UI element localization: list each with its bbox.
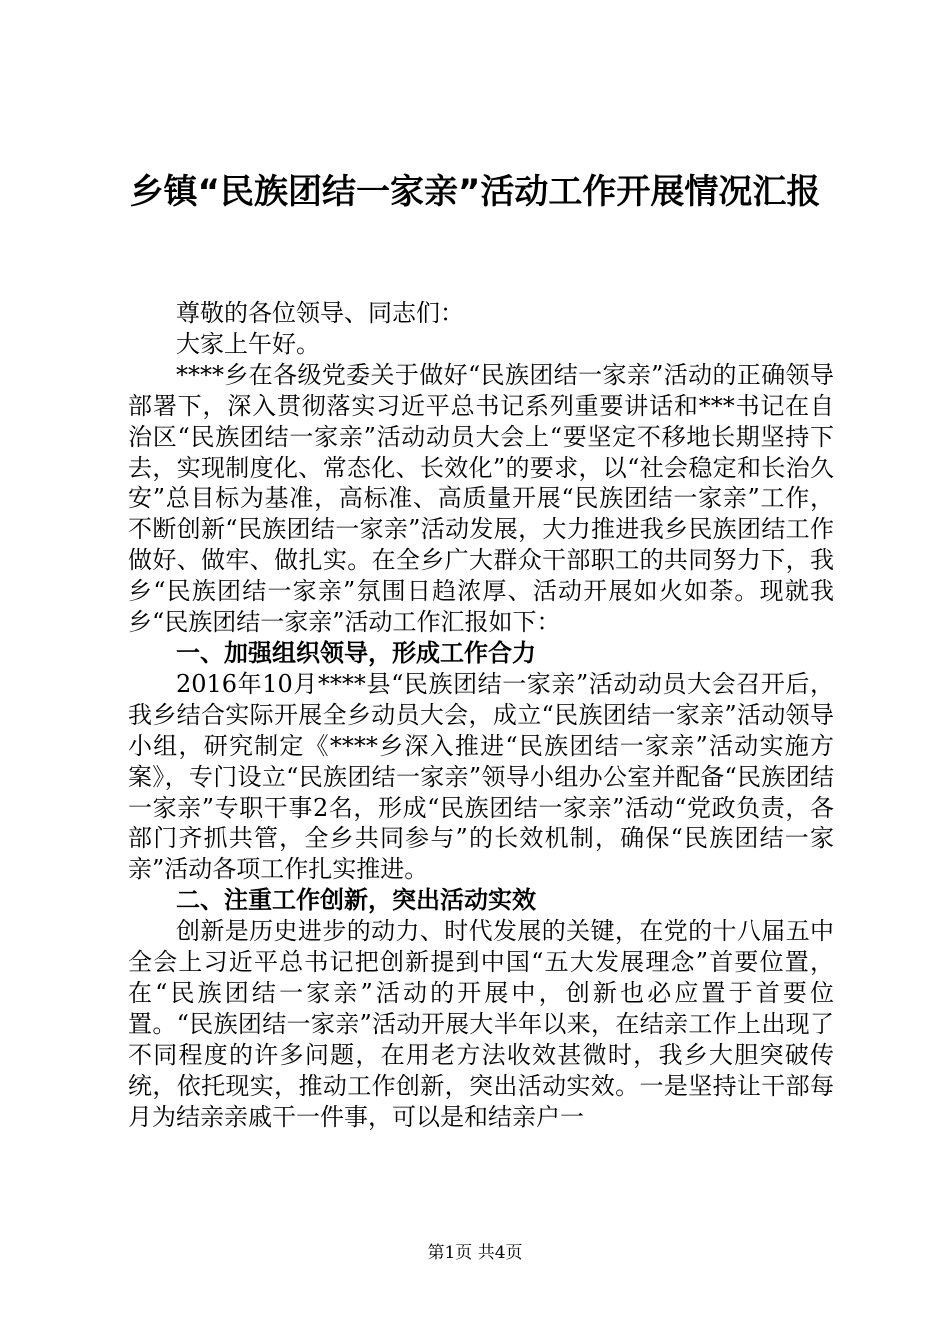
section-1-paragraph: 2016年10月****县“民族团结一家亲”活动动员大会召开后，我乡结合实际开展全乡动员大会，成立“民族团结一家亲”活动领导小组，研究制定《****乡深入推进“民族团结一家亲”活动实施方案》，专门设立“民族团结一家亲”领导小组办公室并配备“民族团结一家亲”专职干事2名，形成“民族团结一家亲”活动“党政负责，各部门齐抓共管，全乡共同参与”的长效机制，确保“民族团结一家亲”活动各项工作扎实推进。 [128, 669, 834, 884]
document-title: 乡镇“民族团结一家亲”活动工作开展情况汇报 [129, 172, 821, 212]
intro-paragraph: ****乡在各级党委关于做好“民族团结一家亲”活动的正确领导部署下，深入贯彻落实习近平总书记系列重要讲话和***书记在自治区“民族团结一家亲”活动动员大会上“要坚定不移地长期坚持下去，实现制度化、常态化、长效化”的要求，以“社会稳定和长治久安”总目标为基准，高标准、高质量开展“民族团结一家亲”工作，不断创新“民族团结一家亲”活动发展，大力推进我乡民族团结工作做好、做牢、做扎实。在全乡广大群众干部职工的共同努力下，我乡“民族团结一家亲”氛围日趋浓厚、活动开展如火如荼。现就我乡“民族团结一家亲”活动工作汇报如下： [128, 360, 834, 637]
section-1-heading: 一、加强组织领导，形成工作合力 [176, 638, 536, 667]
section-2-heading: 二、注重工作创新，突出活动实效 [176, 886, 536, 915]
page-footer: 第1页 共4页 [427, 1243, 523, 1263]
greeting: 大家上午好。 [176, 329, 320, 358]
document-body [128, 298, 834, 1132]
section-2-paragraph: 创新是历史进步的动力、时代发展的关键，在党的十八届五中全会上习近平总书记把创新提到中国“五大发展理念”首要位置，在“民族团结一家亲”活动的开展中，创新也必应置于首要位置。“民族团结一家亲”活动开展大半年以来，在结亲工作上出现了不同程度的许多问题，在用老方法收效甚微时，我乡大胆突破传统，依托现实，推动工作创新，突出活动实效。一是坚持让干部每月为结亲亲戚干一件事，可以是和结亲户一 [128, 917, 834, 1131]
salutation: 尊敬的各位领导、同志们： [176, 299, 464, 327]
